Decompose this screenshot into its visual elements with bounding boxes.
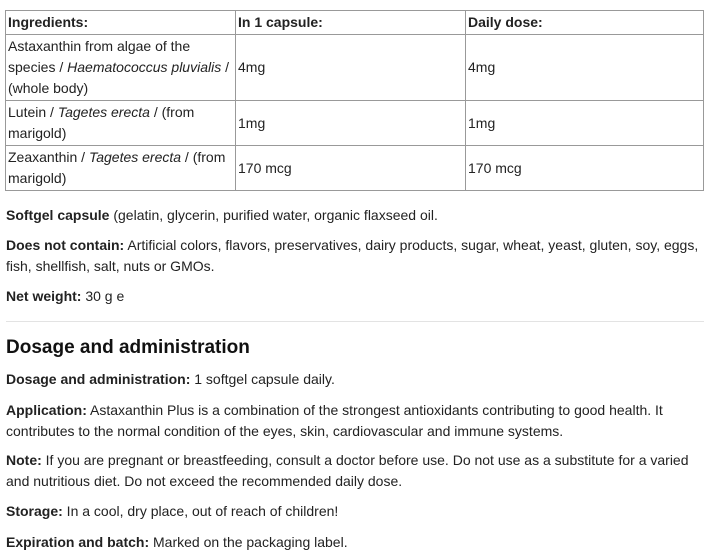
application-label: Application:: [6, 402, 87, 418]
header-ingredients: Ingredients:: [6, 11, 236, 35]
does-not-contain-paragraph: [6, 235, 713, 277]
capsule-amount: 4mg: [236, 35, 466, 101]
note-paragraph: [6, 450, 713, 492]
divider: [6, 321, 704, 322]
dosage-paragraph: [6, 369, 713, 390]
ingredient-name: Lutein / Tagetes erecta / (from marigold): [6, 101, 236, 146]
does-not-contain-text: Artificial colors, flavors, preservatives, dairy products, sugar, wheat, yeast, gluten, soy, eggs, fish, shellfish, salt, nuts or GMOs.: [6, 237, 699, 274]
dosage-label: Dosage and administration:: [6, 371, 191, 387]
application-text: Astaxanthin Plus is a combination of the strongest antioxidants contributing to good health. It contributes to the normal condition of the eyes, skin, cardiovascular and immune systems.: [6, 402, 663, 439]
storage-label: Storage:: [6, 503, 63, 519]
section-title: Dosage and administration: [6, 337, 250, 358]
daily-amount: 1mg: [466, 101, 704, 146]
net-weight-label: Net weight:: [6, 288, 82, 304]
daily-amount: 4mg: [466, 35, 704, 101]
softgel-paragraph: [6, 205, 713, 226]
header-in-capsule: In 1 capsule:: [236, 11, 466, 35]
net-weight-text: 30 g e: [81, 288, 125, 304]
capsule-amount: 170 mcg: [236, 146, 466, 191]
table-row: [6, 35, 704, 101]
ingredient-name: Astaxanthin from algae of the species / Haematococcus pluvialis / (whole body): [6, 35, 236, 101]
ingredients-table: [5, 10, 704, 191]
net-weight-paragraph: [6, 286, 713, 307]
daily-amount: 170 mcg: [466, 146, 704, 191]
softgel-label: Softgel capsule: [6, 207, 110, 223]
note-text: If you are pregnant or breastfeeding, consult a doctor before use. Do not use as a substitute for a varied and nutritious diet. Do not exceed the recommended daily dose.: [6, 452, 689, 489]
dosage-text: 1 softgel capsule daily.: [190, 371, 335, 387]
note-label: Note:: [6, 452, 42, 468]
softgel-text: (gelatin, glycerin, purified water, organic flaxseed oil.: [109, 207, 438, 223]
expiration-text: Marked on the packaging label.: [149, 534, 348, 550]
table-header-row: [6, 11, 704, 35]
ingredient-name: Zeaxanthin / Tagetes erecta / (from marigold): [6, 146, 236, 191]
header-daily-dose: Daily dose:: [466, 11, 704, 35]
table-row: [6, 101, 704, 146]
storage-paragraph: [6, 501, 713, 522]
table-row: [6, 146, 704, 191]
does-not-contain-label: Does not contain:: [6, 237, 125, 253]
application-paragraph: [6, 400, 713, 442]
expiration-label: Expiration and batch:: [6, 534, 150, 550]
storage-text: In a cool, dry place, out of reach of children!: [62, 503, 339, 519]
expiration-paragraph: [6, 532, 713, 553]
capsule-amount: 1mg: [236, 101, 466, 146]
